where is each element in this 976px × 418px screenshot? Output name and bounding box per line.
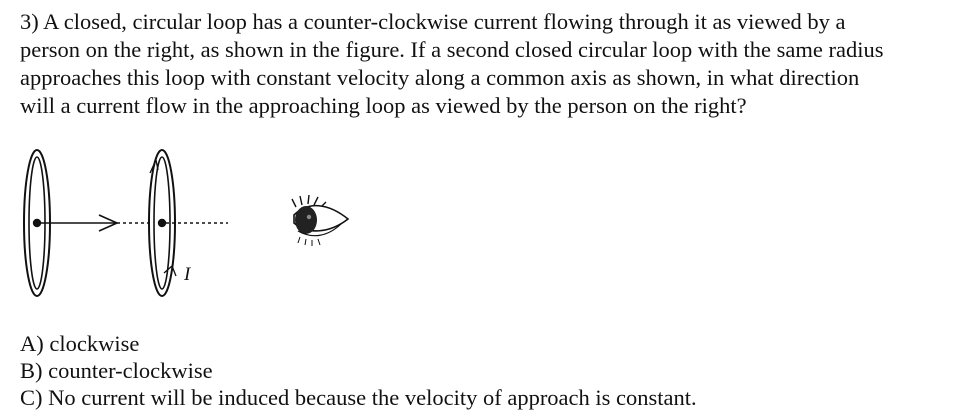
- loop-center-dot: [33, 219, 41, 227]
- question-line-3: approaches this loop with constant velocity along a common axis as shown, in what direction: [20, 65, 860, 90]
- arrow-right-icon: [41, 215, 117, 231]
- physics-figure: [0, 140, 380, 315]
- question-line-2: person on the right, as shown in the figure. If a second closed circular loop with the same radius: [20, 37, 884, 62]
- current-label: I: [184, 264, 191, 285]
- eye-icon: [292, 195, 348, 246]
- answer-c: C) No current will be induced because the velocity of approach is constant.: [20, 385, 697, 410]
- answer-choices: [20, 330, 697, 411]
- answer-a: A) clockwise: [20, 331, 140, 356]
- current-loop-icon: [149, 150, 176, 296]
- question-line-1: 3) A closed, circular loop has a counter-clockwise current flowing through it as viewed by a: [20, 9, 846, 34]
- question-text: [20, 8, 960, 120]
- question-line-4: will a current flow in the approaching loop as viewed by the person on the right?: [20, 93, 747, 118]
- loop-center-dot: [158, 219, 166, 227]
- answer-b: B) counter-clockwise: [20, 358, 213, 383]
